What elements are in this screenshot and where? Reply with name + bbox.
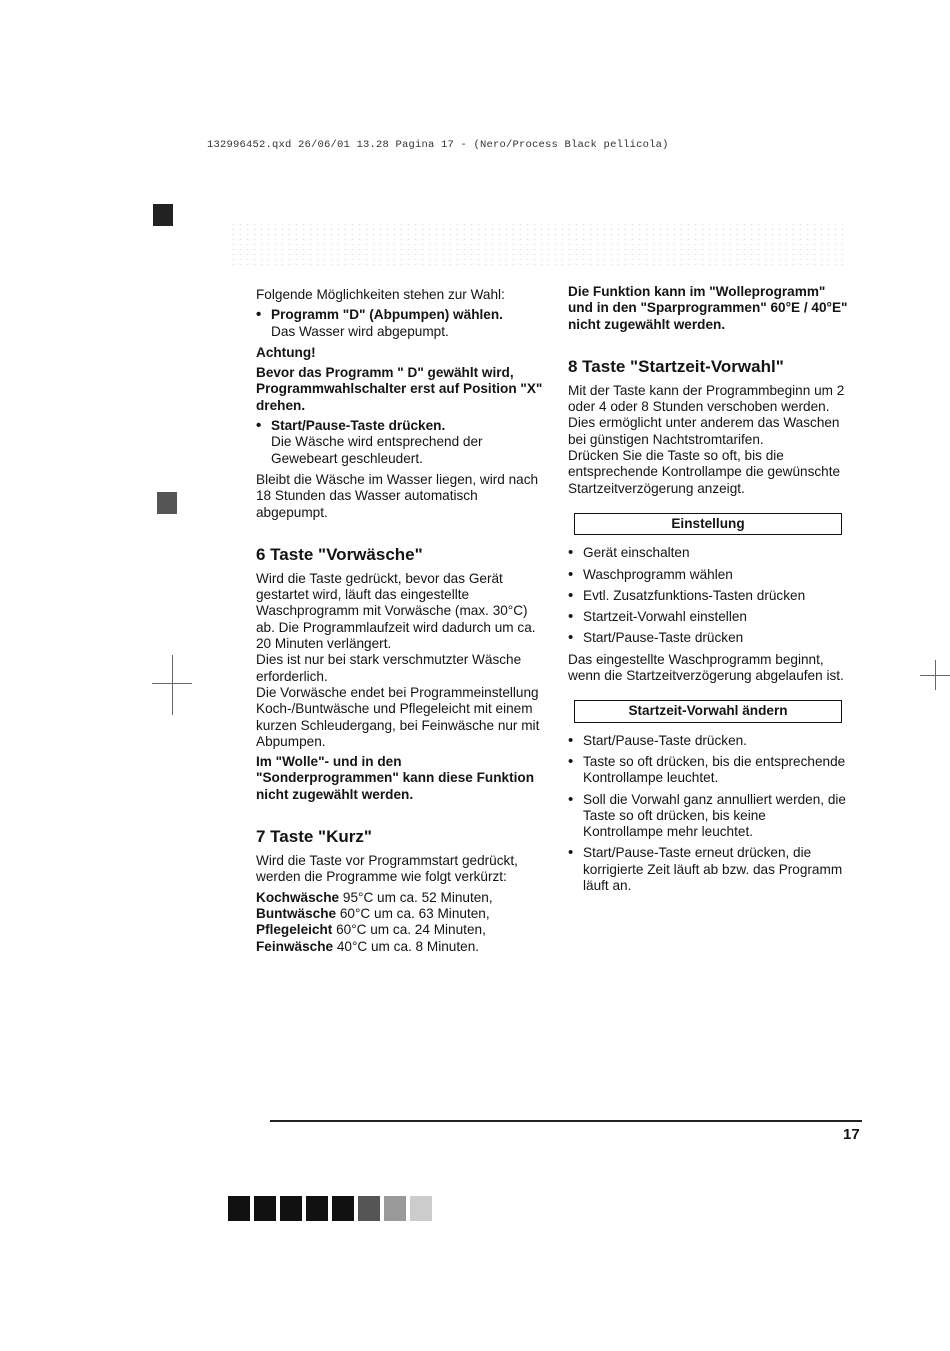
section-6-paragraph-1: Wird die Taste gedrückt, bevor das Gerät gestartet wird, läuft das eingestellte Waschprogramm mit Vorwäsche (max. 30°C) ab. Die Programmlaufzeit wird dadurch um ca. 20 Minuten verlängert. bbox=[256, 570, 536, 652]
section-6-paragraph-3: Die Vorwäsche endet bei Programmeinstellung Koch-/Buntwäsche und Pflegeleicht mit einem kurzen Schleudergang, bei Feinwäsche nur mit Abpumpen. bbox=[256, 684, 540, 749]
section-7-item-label: Buntwäsche bbox=[256, 905, 337, 921]
color-swatch bbox=[332, 1196, 354, 1221]
vorwahl-aendern-step: • Start/Pause-Taste drücken. bbox=[568, 733, 848, 749]
section-7-item bbox=[256, 922, 546, 938]
left-column bbox=[256, 287, 546, 955]
bullet-start-pause-text: Die Wäsche wird entsprechend der Gewebeart geschleudert. bbox=[271, 434, 483, 466]
section-6-paragraph-2: Dies ist nur bei stark verschmutzter Wäsche erforderlich. bbox=[256, 652, 522, 684]
function-restriction-note: Die Funktion kann im "Wolleprogramm" und in den "Sparprogrammen" 60°E / 40°E" nicht zugewählt werden. bbox=[568, 284, 848, 332]
bullet-program-d-title: Programm "D" (Abpumpen) wählen. bbox=[271, 307, 503, 323]
section-7-item bbox=[256, 890, 546, 906]
einstellung-box-heading: Einstellung bbox=[574, 513, 842, 535]
color-swatch bbox=[384, 1196, 406, 1221]
right-column bbox=[568, 284, 848, 899]
note-text: Bleibt die Wäsche im Wasser liegen, wird nach 18 Stunden das Wasser automatisch abgepumpt. bbox=[256, 471, 539, 520]
section-7-item-label: Feinwäsche bbox=[256, 938, 334, 954]
color-swatch bbox=[228, 1196, 250, 1221]
section-7-item bbox=[256, 906, 546, 922]
einstellung-step: • Startzeit-Vorwahl einstellen bbox=[568, 609, 848, 625]
scan-noise-band bbox=[230, 222, 845, 267]
achtung-text: Bevor das Programm " D" gewählt wird, Programmwahlschalter erst auf Position "X" drehen. bbox=[256, 365, 543, 413]
einstellung-step: • Gerät einschalten bbox=[568, 545, 848, 561]
bullet-program-d-text: Das Wasser wird abgepumpt. bbox=[271, 323, 449, 339]
color-swatch bbox=[280, 1196, 302, 1221]
section-7-item-text: 60°C um ca. 63 Minuten, bbox=[336, 905, 490, 921]
section-7-item bbox=[256, 939, 546, 955]
section-7-item-text: 95°C um ca. 52 Minuten, bbox=[339, 889, 493, 905]
intro-text: Folgende Möglichkeiten stehen zur Wahl: bbox=[256, 287, 505, 302]
section-7-item-text: 60°C um ca. 24 Minuten, bbox=[332, 922, 486, 938]
color-swatch bbox=[410, 1196, 432, 1221]
section-6-bold-note: Im "Wolle"- und in den "Sonderprogrammen" kann diese Funktion nicht zugewählt werden. bbox=[256, 754, 535, 802]
vorwahl-aendern-step: • Taste so oft drücken, bis die entsprechende Kontrollampe leuchtet. bbox=[568, 754, 848, 787]
print-color-bar bbox=[228, 1196, 432, 1221]
color-swatch bbox=[254, 1196, 276, 1221]
section-8-paragraph-2: Dies ermöglicht unter anderem das Waschen bei günstigen Nachtstromtarifen. bbox=[568, 415, 840, 447]
einstellung-step: • Evtl. Zusatzfunktions-Tasten drücken bbox=[568, 588, 848, 604]
vorwahl-aendern-step: • Start/Pause-Taste erneut drücken, die korrigierte Zeit läuft ab bzw. das Programm läuft an. bbox=[568, 845, 848, 894]
color-swatch bbox=[306, 1196, 328, 1221]
section-8-paragraph-3: Drücken Sie die Taste so oft, bis die entsprechende Kontrollampe die gewünschte Startzeitverzögerung anzeigt. bbox=[568, 448, 841, 496]
einstellung-step: • Waschprogramm wählen bbox=[568, 567, 848, 583]
registration-mark-middle bbox=[157, 492, 177, 514]
section-7-intro: Wird die Taste vor Programmstart gedrückt, werden die Programme wie folgt verkürzt: bbox=[256, 853, 518, 885]
section-7-title: 7 Taste "Kurz" bbox=[256, 827, 372, 847]
section-8-paragraph-1: Mit der Taste kann der Programmbeginn um 2 oder 4 oder 8 Stunden verschoben werden. bbox=[568, 382, 845, 415]
einstellung-result-text: Das eingestellte Waschprogramm beginnt, wenn die Startzeitverzögerung abgelaufen ist. bbox=[568, 651, 844, 684]
bullet-start-pause bbox=[256, 418, 546, 467]
footer-rule bbox=[270, 1120, 862, 1122]
section-7-item-text: 40°C um ca. 8 Minuten. bbox=[333, 938, 480, 954]
section-8-title: 8 Taste "Startzeit-Vorwahl" bbox=[568, 356, 784, 376]
vorwahl-aendern-box-heading: Startzeit-Vorwahl ändern bbox=[574, 700, 842, 722]
color-swatch bbox=[358, 1196, 380, 1221]
page-number: 17 bbox=[843, 1126, 860, 1143]
registration-mark-top bbox=[153, 204, 173, 226]
bullet-start-pause-title: Start/Pause-Taste drücken. bbox=[271, 418, 446, 434]
section-7-item-label: Kochwäsche bbox=[256, 889, 340, 905]
vorwahl-aendern-step: • Soll die Vorwahl ganz annulliert werden, die Taste so oft drücken, bis keine Kontrollampe mehr leuchtet. bbox=[568, 792, 848, 841]
bullet-program-d bbox=[256, 307, 546, 340]
achtung-heading: Achtung! bbox=[256, 344, 316, 360]
section-7-item-label: Pflegeleicht bbox=[256, 922, 333, 938]
einstellung-step: • Start/Pause-Taste drücken bbox=[568, 630, 848, 646]
print-header-line: 132996452.qxd 26/06/01 13.28 Pagina 17 - (Nero/Process Black pellicola) bbox=[207, 139, 669, 151]
section-6-title: 6 Taste "Vorwäsche" bbox=[256, 544, 423, 564]
